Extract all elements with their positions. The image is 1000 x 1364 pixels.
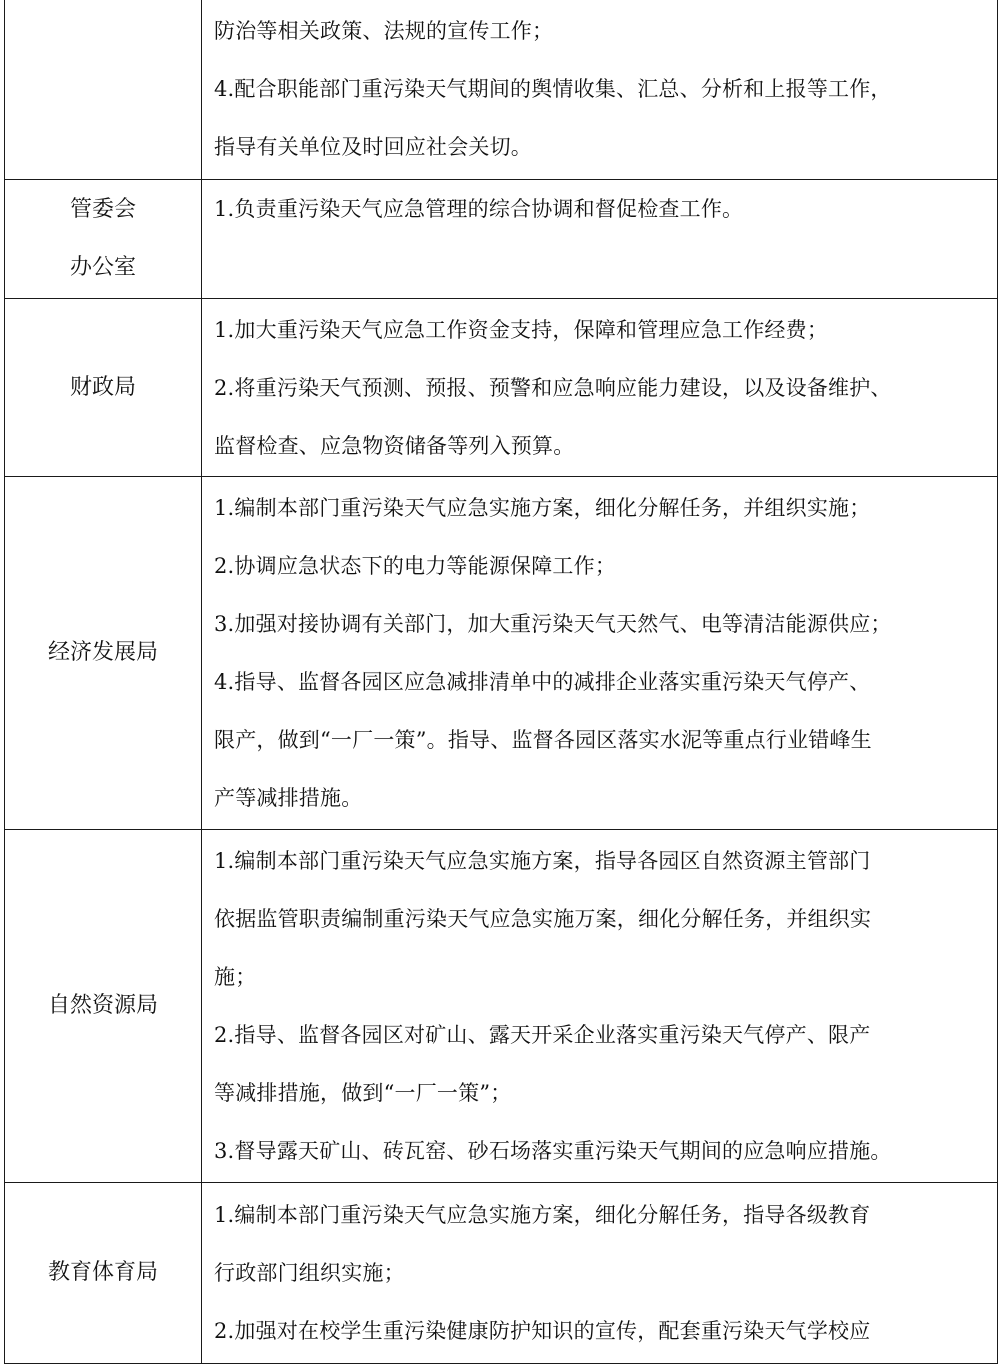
duty-line: 监督检查、应急物资储备等列入预算。 <box>214 433 575 458</box>
department-name: 管委会 <box>69 197 136 222</box>
duty-line: 3.督导露天矿山、砖瓦窑、砂石场落实重污染天气期间的应急响应措施。 <box>214 1139 892 1163</box>
duty-line: 1.编制本部门重污染天气应急实施方案，指导各园区自然资源主管部门 <box>214 849 871 873</box>
department-name: 办公室 <box>69 255 136 280</box>
department-name: 自然资源局 <box>47 993 158 1018</box>
department-cell <box>5 180 202 299</box>
duties-cell <box>202 299 998 477</box>
duty-line: 施； <box>214 965 257 989</box>
table-row <box>5 830 998 1183</box>
table-row <box>5 180 998 299</box>
duties-cell <box>202 0 998 180</box>
duty-line: 限产，做到“一厂一策”。指导、监督各园区落实水泥等重点行业错峰生 <box>214 728 872 752</box>
duty-line: 产等减排措施。 <box>214 786 363 810</box>
table-row <box>5 477 998 830</box>
duty-line: 2.指导、监督各园区对矿山、露天开采企业落实重污染天气停产、限产 <box>214 1023 871 1047</box>
duties-cell <box>202 180 998 299</box>
duty-line: 4.配合职能部门重污染天气期间的舆情收集、汇总、分析和上报等工作， <box>214 77 892 101</box>
duties-cell <box>202 477 998 830</box>
duty-line: 3.加强对接协调有关部门，加大重污染天气天然气、电等清洁能源供应； <box>214 612 892 636</box>
department-cell <box>5 299 202 477</box>
table-row <box>5 299 998 477</box>
duty-line: 1.编制本部门重污染天气应急实施方案，细化分解任务，指导各级教育 <box>214 1203 871 1227</box>
duty-line: 等减排措施，做到“一厂一策”； <box>214 1081 512 1105</box>
department-cell <box>5 477 202 830</box>
department-cell <box>5 830 202 1183</box>
duty-line: 2.协调应急状态下的电力等能源保障工作； <box>214 554 617 578</box>
duty-line: 1.负责重污染天气应急管理的综合协调和督促检查工作。 <box>214 197 744 221</box>
duty-line: 4.指导、监督各园区应急减排清单中的减排企业落实重污染天气停产、 <box>214 670 871 694</box>
table-row <box>5 0 998 180</box>
duty-line: 1.加大重污染天气应急工作资金支持，保障和管理应急工作经费； <box>214 317 829 342</box>
duty-line: 行政部门组织实施； <box>214 1261 405 1285</box>
duty-table <box>4 0 998 1364</box>
department-name: 经济发展局 <box>47 640 158 665</box>
department-cell <box>5 1183 202 1364</box>
table-row <box>5 1183 998 1364</box>
duty-line: 2.加强对在校学生重污染健康防护知识的宣传，配套重污染天气学校应 <box>214 1319 871 1343</box>
duty-line: 2.将重污染天气预测、预报、预警和应急响应能力建设，以及设备维护、 <box>214 375 892 400</box>
department-name: 教育体育局 <box>47 1260 158 1285</box>
duty-line: 1.编制本部门重污染天气应急实施方案，细化分解任务，并组织实施； <box>214 496 871 520</box>
duty-line: 防治等相关政策、法规的宣传工作； <box>214 19 554 43</box>
duties-cell <box>202 1183 998 1364</box>
department-name: 财政局 <box>69 374 136 400</box>
department-cell <box>5 0 202 180</box>
duties-cell <box>202 830 998 1183</box>
duty-line: 依据监管职责编制重污染天气应急实施万案，细化分解任务，并组织实 <box>214 907 872 931</box>
duty-line: 指导有关单位及时回应社会关切。 <box>214 135 532 159</box>
